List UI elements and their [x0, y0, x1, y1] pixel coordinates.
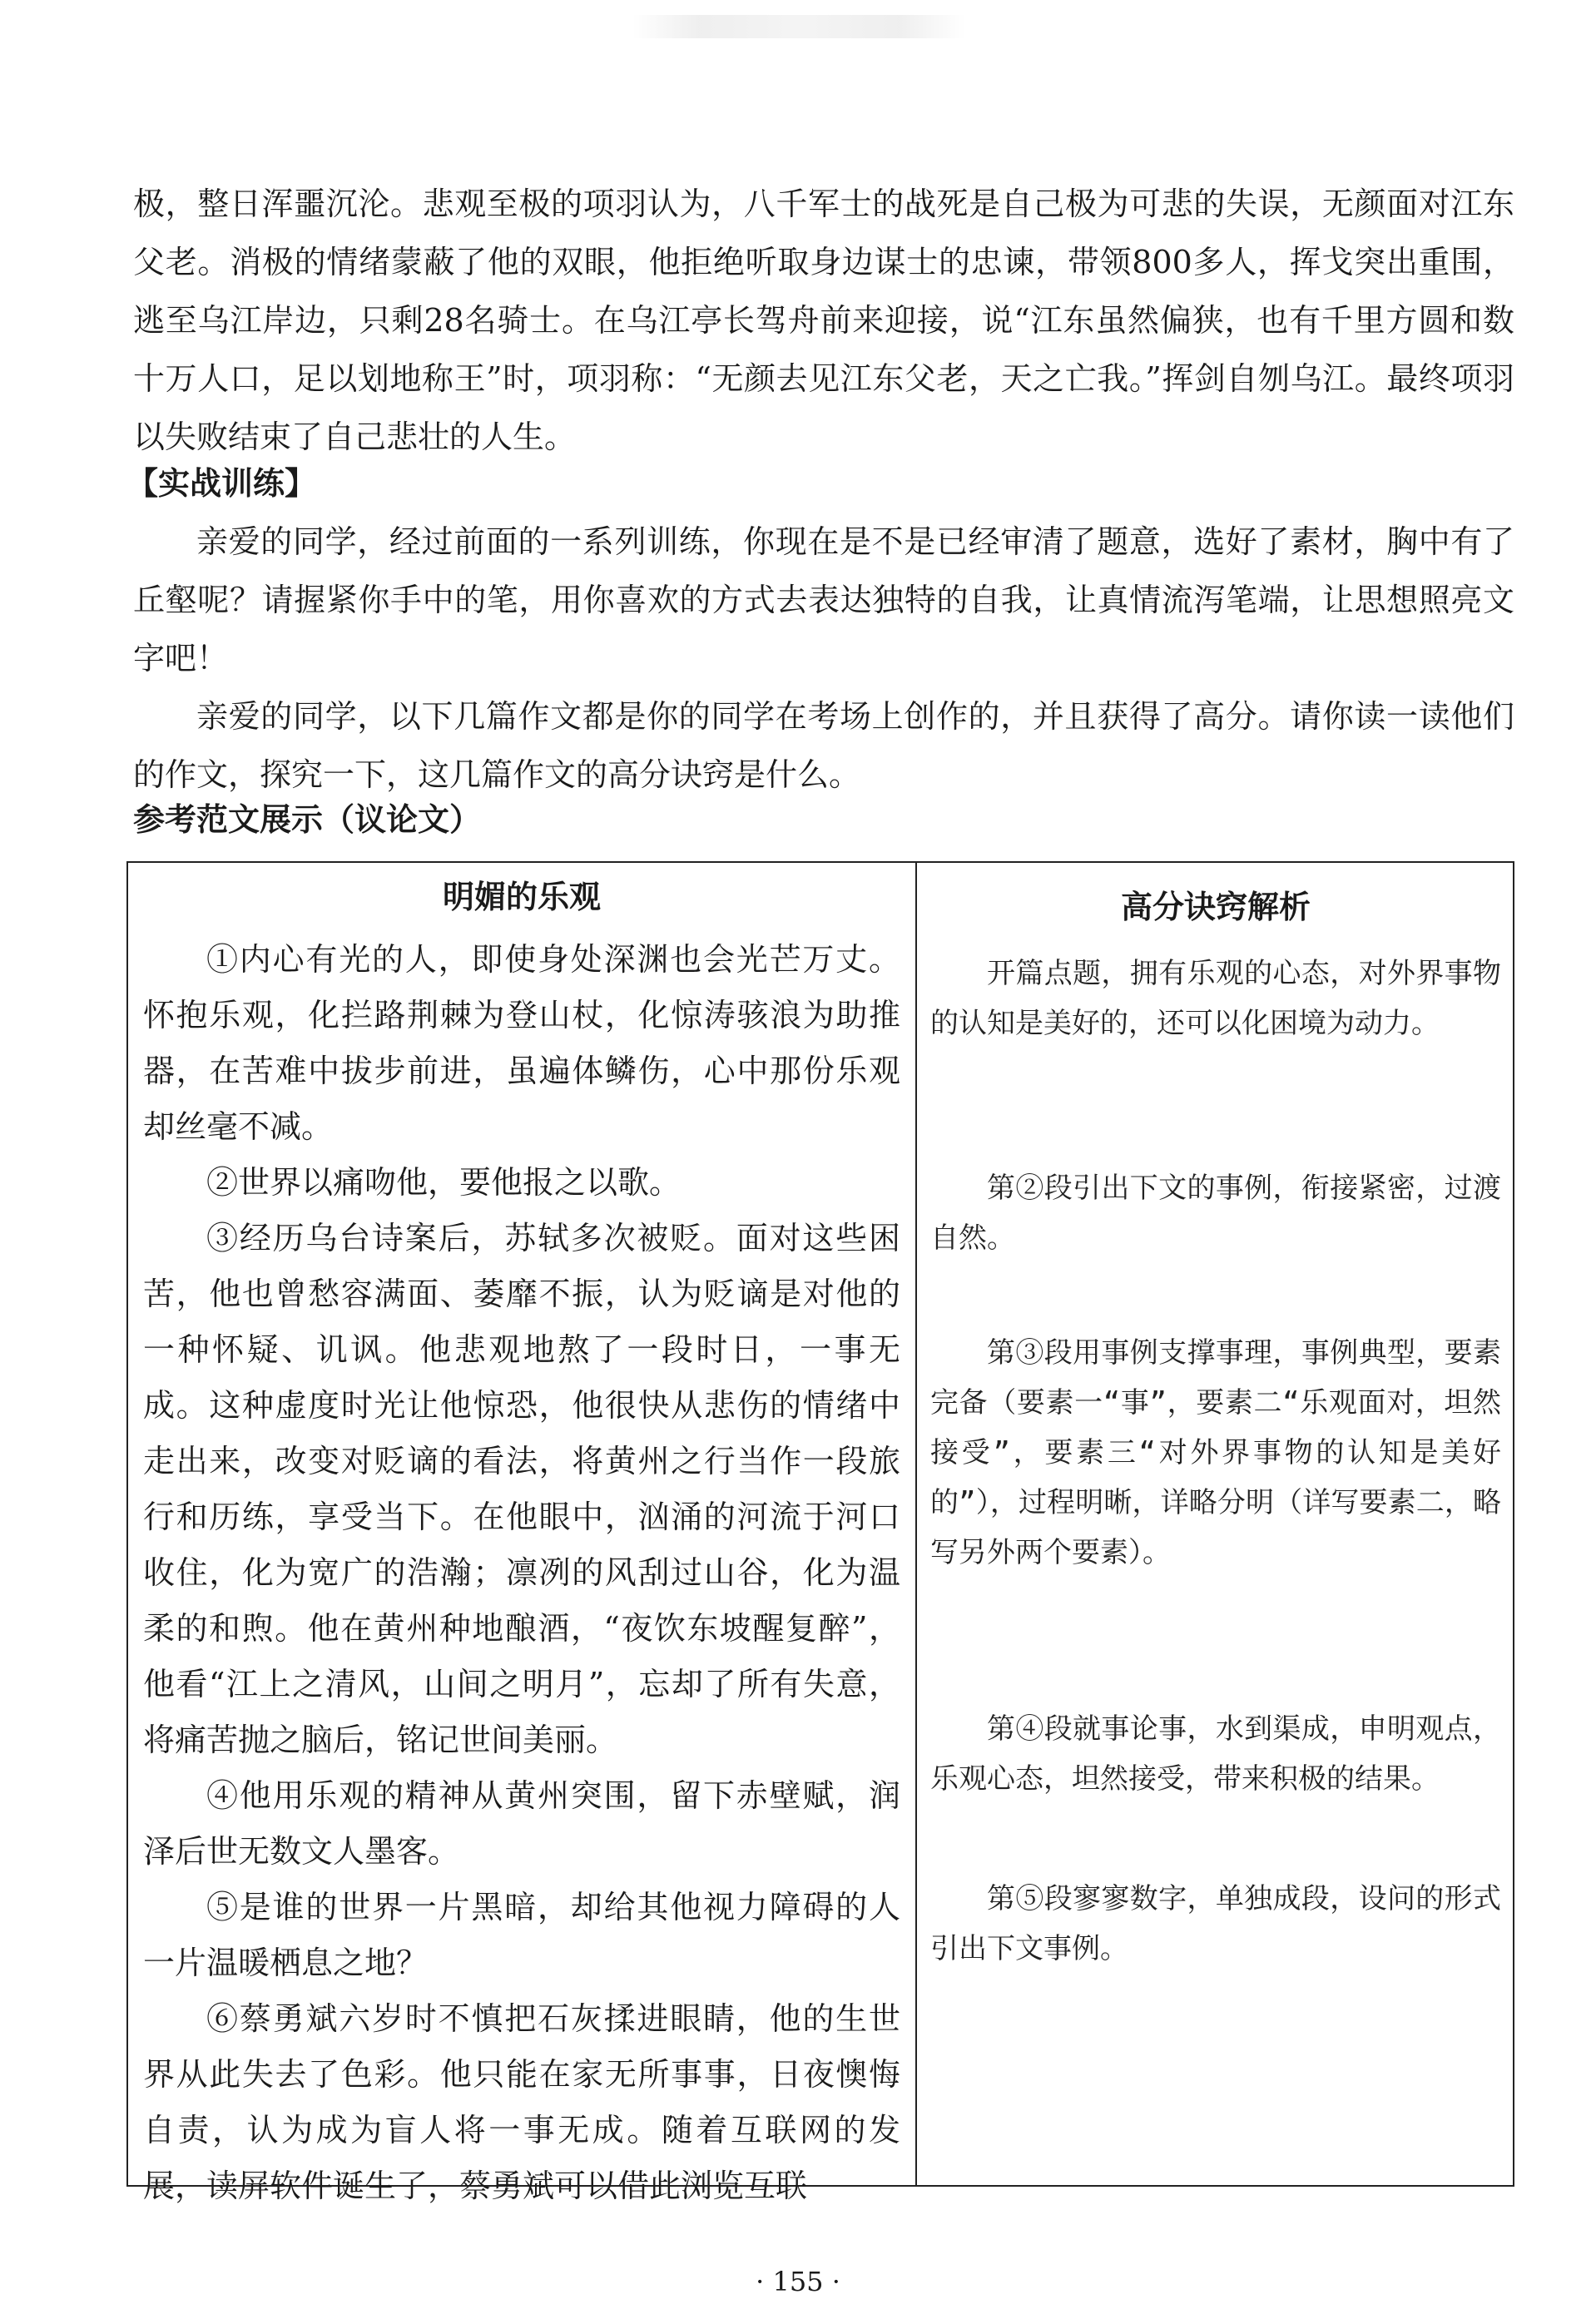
essay-paragraph-5: ⑤是谁的世界一片黑暗，却给其他视力障碍的人一片温暖栖息之地？ [143, 1889, 900, 1981]
analysis-note-1: 开篇点题，拥有乐观的心态，对外界事物的认知是美好的，还可以化困境为动力。 [930, 957, 1501, 1040]
essay-paragraph-1: ①内心有光的人，即使身处深渊也会光芒万丈。怀抱乐观，化拦路荆棘为登山杖，化惊涛骇浪为助推器，在苦难中拔步前进，虽遍体鳞伤，心中那份乐观却丝毫不减。 [143, 941, 900, 1145]
intro-paragraph [133, 175, 1514, 466]
essay-paragraph-4: ④他用乐观的精神从黄州突围，留下赤壁赋，润泽后世无数文人墨客。 [143, 1777, 900, 1870]
analysis-note-2: 第②段引出下文的事例，衔接紧密，过渡自然。 [930, 1172, 1501, 1255]
practice-paragraph-1: 亲爱的同学，经过前面的一系列训练，你现在是不是已经审清了题意，选好了素材，胸中有了丘壑呢？请握紧你手中的笔，用你喜欢的方式去表达独特的自我，让真情流泻笔端，让思想照亮文字吧！ [133, 523, 1514, 676]
scan-artifact [632, 15, 965, 38]
essay-paragraph-6: ⑥蔡勇斌六岁时不慎把石灰揉进眼睛，他的生世界从此失去了色彩。他只能在家无所事事，日夜懊悔自责，认为成为盲人将一事无成。随着互联网的发展，读屏软件诞生了，蔡勇斌可以借此浏览互联 [143, 2000, 900, 2204]
page-number: · 155 · [756, 2266, 840, 2297]
analysis-note-5: 第⑤段寥寥数字，单独成段，设问的形式引出下文事例。 [930, 1882, 1501, 1965]
practice-label: 【实战训练】 [126, 465, 317, 502]
table-column-divider [915, 861, 917, 2187]
sample-heading: 参考范文展示（议论文） [133, 801, 482, 838]
intro-text: 极，整日浑噩沉沦。悲观至极的项羽认为，八千军士的战死是自己极为可悲的失误，无颜面对江东父老。消极的情绪蒙蔽了他的双眼，他拒绝听取身边谋士的忠谏，带领800多人，挥戈突出重围，逃至乌江岸边，只剩28名骑士。在乌江亭长驾舟前来迎接，说“江东虽然偏狭，也有千里方圆和数十万人口，足以划地称王”时，项羽称：“无颜去见江东父老，天之亡我。”挥剑自刎乌江。最终项羽以失败结束了自己悲壮的人生。 [133, 186, 1514, 455]
essay-paragraph-2: ②世界以痛吻他，要他报之以歌。 [206, 1164, 682, 1201]
analysis-note-4: 第④段就事论事，水到渠成，申明观点，乐观心态，坦然接受，带来积极的结果。 [930, 1712, 1501, 1796]
analysis-title: 高分诀窍解析 [1120, 889, 1311, 925]
essay-body [143, 932, 900, 2214]
practice-section [133, 513, 1514, 804]
essay-title: 明媚的乐观 [442, 879, 601, 915]
essay-paragraph-3: ③经历乌台诗案后，苏轼多次被贬。面对这些困苦，他也曾愁容满面、萎靡不振，认为贬谪是对他的一种怀疑、讥讽。他悲观地熬了一段时日，一事无成。这种虚度时光让他惊恐，他很快从悲伤的情绪中走出来，改变对贬谪的看法，将黄州之行当作一段旅行和历练，享受当下。在他眼中，汹涌的河流于河口收住，化为宽广的浩瀚；凛冽的风刮过山谷，化为温柔的和煦。他在黄州种地酿酒，“夜饮东坡醒复醉”，他看“江上之清风，山间之明月”，忘却了所有失意，将痛苦抛之脑后，铭记世间美丽。 [143, 1220, 900, 1758]
practice-paragraph-2: 亲爱的同学，以下几篇作文都是你的同学在考场上创作的，并且获得了高分。请你读一读他们的作文，探究一下，这几篇作文的高分诀窍是什么。 [133, 698, 1514, 793]
analysis-note-3: 第③段用事例支撑事理，事例典型，要素完备（要素一“事”，要素二“乐观面对，坦然接受”，要素三“对外界事物的认知是美好的”），过程明晰，详略分明（详写要素二，略写另外两个要素）。 [930, 1336, 1501, 1569]
